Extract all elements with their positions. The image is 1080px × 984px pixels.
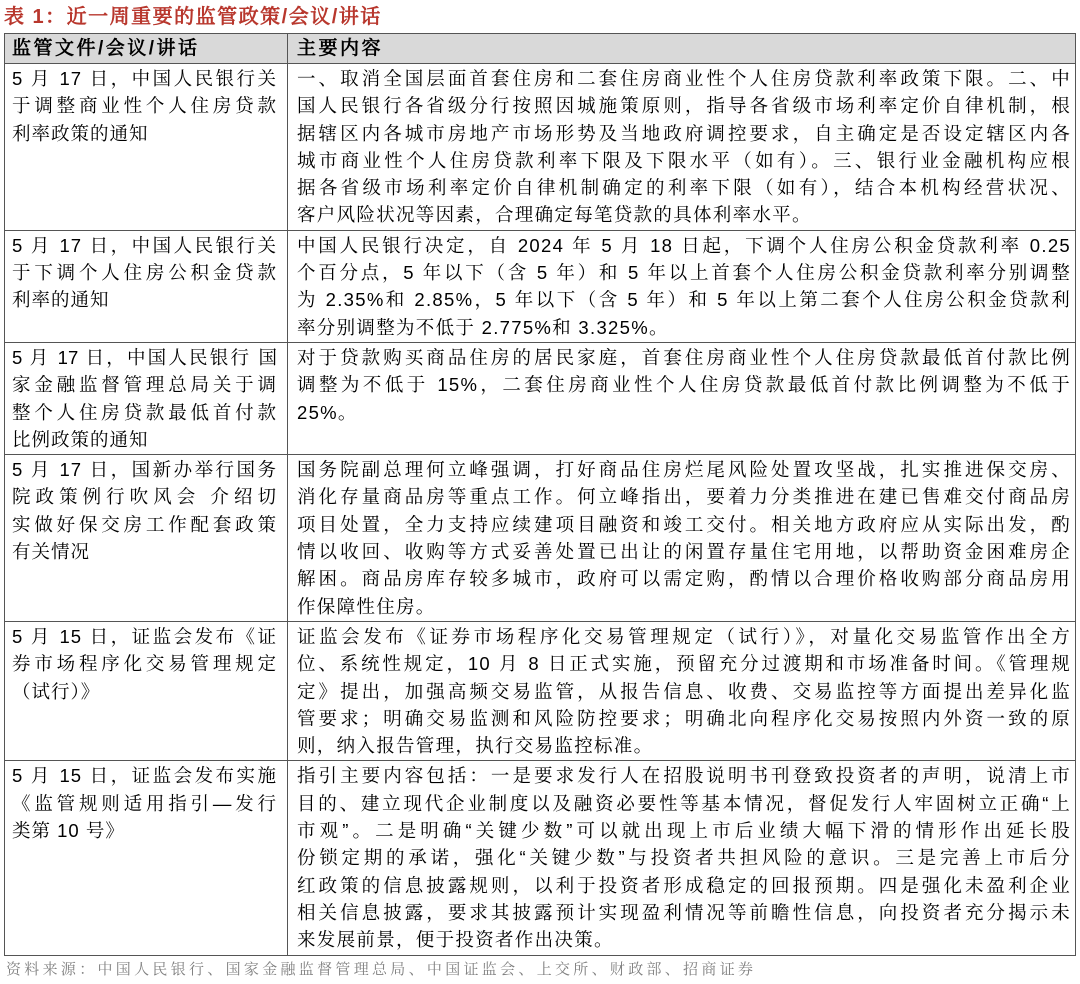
doc-cell <box>5 622 288 760</box>
doc-cell <box>5 343 288 454</box>
doc-line: 有关情况 <box>12 541 91 563</box>
content-line: 25%。 <box>297 401 358 423</box>
table-row <box>5 231 1075 343</box>
table-row <box>5 622 1075 761</box>
content-line: 情以收回、收购等方式妥善处置已出让的闲置存量住宅用地，以帮助资金困难房企 <box>297 541 1071 563</box>
content-line: 证监会发布《证券市场程序化交易管理规定（试行）》，对量化交易监管作出全方 <box>297 625 1071 647</box>
header-content: 主要内容 <box>297 38 384 59</box>
source-note: 资料来源：中国人民银行、国家金融监督管理总局、中国证监会、上交所、财政部、招商证券 <box>6 961 757 978</box>
content-line: 份锁定期的承诺，强化“关键少数”与投资者共担风险的意识。三是完善上市后分 <box>297 847 1071 869</box>
doc-cell <box>5 64 288 230</box>
table-title: 表 1：近一周重要的监管政策/会议/讲话 <box>4 6 382 28</box>
doc-line: 院政策例行吹风会 介绍切 <box>12 486 277 508</box>
content-line: 为 2.35%和 2.85%，5 年以下（含 5 年）和 5 年以上第二套个人住房公积金贷款利 <box>297 289 1071 311</box>
table-row <box>5 761 1075 954</box>
content-line: 项目处置，全力支持应续建项目融资和竣工交付。相关地方政府应从实际出发，酌 <box>297 513 1071 535</box>
content-cell <box>288 64 1075 230</box>
content-line: 国务院副总理何立峰强调，打好商品住房烂尾风险处置攻坚战，扎实推进保交房、 <box>297 459 1071 481</box>
content-line: 来发展前景，便于投资者作出决策。 <box>297 929 614 951</box>
doc-line: 于下调个人住房公积金贷款 <box>12 262 277 284</box>
content-line: 调整为不低于 15%，二套住房商业性个人住房贷款最低首付款比例调整为不低于 <box>297 374 1071 396</box>
content-line: 中国人民银行决定，自 2024 年 5 月 18 日起，下调个人住房公积金贷款利率 0.25 <box>297 234 1071 256</box>
content-line: 解困。商品房库存较多城市，政府可以需定购，酌情以合理价格收购部分商品房用 <box>297 568 1071 590</box>
doc-line: 5 月 15 日，证监会发布《证 <box>12 625 277 647</box>
content-line: 客户风险状况等因素，合理确定每笔贷款的具体利率水平。 <box>297 204 812 226</box>
content-line: 管要求；明确交易监测和风险防控要求；明确北向程序化交易按照内外资一致的原 <box>297 707 1071 729</box>
doc-line: 券市场程序化交易管理规定 <box>12 653 277 675</box>
content-cell <box>288 231 1075 342</box>
content-line: 据辖区内各城市房地产市场形势及当地政府调控要求，自主确定是否设定辖区内各 <box>297 122 1071 144</box>
content-line: 一、取消全国层面首套住房和二套住房商业性个人住房贷款利率政策下限。二、中 <box>297 68 1071 89</box>
content-line: 目的、建立现代企业制度以及融资必要性等基本情况，督促发行人牢固树立正确“上 <box>297 792 1071 814</box>
doc-line: 5 月 17 日，中国人民银行 国 <box>12 346 277 368</box>
doc-line: 于调整商业性个人住房贷款 <box>12 95 277 117</box>
content-line: 国人民银行各省级分行按照因城施策原则，指导各省级市场利率定价自律机制，根 <box>297 95 1071 117</box>
content-line: 位、系统性规定，10 月 8 日正式实施，预留充分过渡期和市场准备时间。《管理规 <box>297 653 1071 675</box>
doc-line: 类第 10 号》 <box>12 820 125 842</box>
content-line: 相关信息披露，要求其披露预计实现盈利情况等前瞻性信息，向投资者充分揭示未 <box>297 901 1071 923</box>
doc-line: 整个人住房贷款最低首付款 <box>12 401 277 423</box>
doc-line: 5 月 15 日，证监会发布实施 <box>12 765 277 787</box>
table-header-row <box>5 34 1075 64</box>
content-line: 市观”。二是明确“关键少数”可以就出现上市后业绩大幅下滑的情形作出延长股 <box>297 820 1071 842</box>
doc-line: 《监管规则适用指引—发行 <box>12 792 277 814</box>
content-line: 率分别调整为不低于 2.775%和 3.325%。 <box>297 316 669 338</box>
doc-line: 比例政策的通知 <box>12 428 149 450</box>
doc-cell <box>5 761 288 954</box>
content-line: 定》提出，加强高频交易监管，从报告信息、收费、交易监控等方面提出差异化监 <box>297 680 1071 702</box>
policy-table <box>4 33 1076 956</box>
content-line: 作保障性住房。 <box>297 595 436 617</box>
table-row <box>5 343 1075 455</box>
doc-line: 实做好保交房工作配套政策 <box>12 513 277 535</box>
table-row <box>5 64 1075 231</box>
header-doc: 监管文件/会议/讲话 <box>5 34 288 63</box>
content-line: 则，纳入报告管理，执行交易监控标准。 <box>297 735 654 757</box>
content-line: 红政策的信息披露规则，以利于投资者形成稳定的回报预期。四是强化未盈利企业 <box>297 874 1071 896</box>
content-line: 对于贷款购买商品住房的居民家庭，首套住房商业性个人住房贷款最低首付款比例 <box>297 346 1071 368</box>
content-cell <box>288 455 1075 621</box>
doc-line: 家金融监督管理总局关于调 <box>12 374 277 396</box>
doc-line: 利率政策的通知 <box>12 122 149 144</box>
doc-cell <box>5 231 288 342</box>
content-line: 消化存量商品房等重点工作。何立峰指出，要着力分类推进在建已售难交付商品房 <box>297 486 1071 508</box>
table-row <box>5 455 1075 622</box>
content-line: 城市商业性个人住房贷款利率下限及下限水平（如有）。三、银行业金融机构应根 <box>297 149 1071 171</box>
content-line: 个百分点，5 年以下（含 5 年）和 5 年以上首套个人住房公积金贷款利率分别调整 <box>297 262 1071 284</box>
content-line: 据各省级市场利率定价自律机制确定的利率下限（如有），结合本机构经营状况、 <box>297 177 1071 199</box>
doc-line: 5 月 17 日，中国人民银行关 <box>12 68 277 89</box>
doc-line: 5 月 17 日，国新办举行国务 <box>12 459 277 481</box>
content-cell <box>288 761 1075 954</box>
content-cell <box>288 343 1075 454</box>
doc-line: 利率的通知 <box>12 289 110 311</box>
content-line: 指引主要内容包括：一是要求发行人在招股说明书刊登致投资者的声明，说清上市 <box>297 765 1071 787</box>
doc-line: 5 月 17 日，中国人民银行关 <box>12 234 277 256</box>
doc-cell <box>5 455 288 621</box>
content-cell <box>288 622 1075 760</box>
doc-line: （试行）》 <box>12 680 101 702</box>
